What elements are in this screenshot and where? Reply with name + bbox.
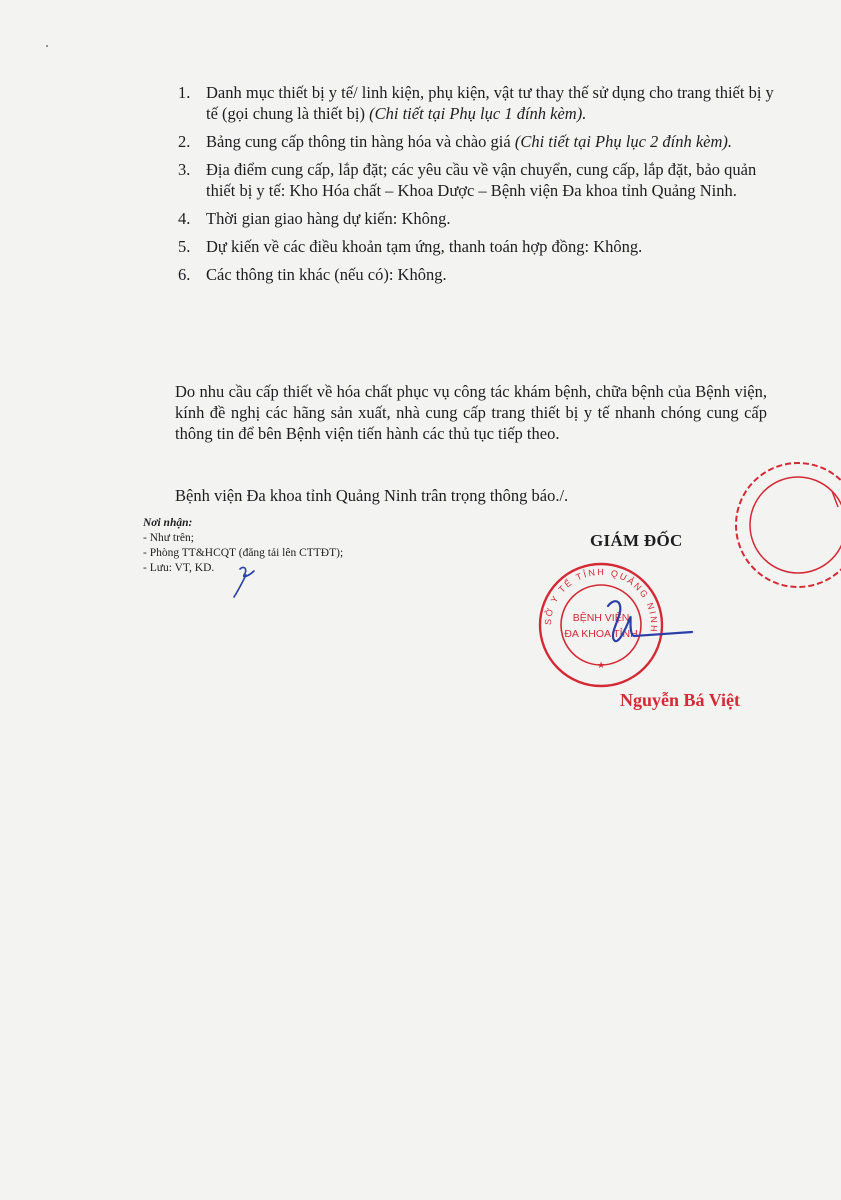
list-text: Bảng cung cấp thông tin hàng hóa và chào giá [206,132,515,151]
list-number: 4. [178,209,191,228]
request-paragraph: Do nhu cầu cấp thiết về hóa chất phục vụ công tác khám bệnh, chữa bệnh của Bệnh viện, kính đề nghị các hãng sản xuất, nhà cung cấp trang thiết bị y tế nhanh chóng cung cấp thông tin để bên Bệnh viện tiến hành các thủ tục tiếp theo. [175,382,767,443]
list-number: 6. [178,265,191,284]
stamp-center-line2: ĐA KHOA TỈNH [564,628,638,640]
recipient-line: - Phòng TT&HCQT (đăng tải lên CTTĐT); [143,547,344,559]
list-number: 5. [178,237,191,256]
list-text: Địa điểm cung cấp, lắp đặt; các yêu cầu về vận chuyển, cung cấp, lắp đặt, bảo quản thiết bị y tế: Kho Hóa chất – Khoa Dược – Bệnh viện Đa khoa tỉnh Quảng Ninh. [206,160,757,200]
list-text: Danh mục thiết bị y tế/ linh kiện, phụ kiện, vật tư thay thế sử dụng cho trang thiết bị y tế (gọi chung là thiết bị) [206,83,774,123]
stamp-star-icon: ★ [596,661,606,671]
list-text: Dự kiến về các điều khoản tạm ứng, thanh toán hợp đồng: Không. [206,237,643,256]
list-item [178,159,778,201]
stamp-ring-text: SỞ Y TẾ TỈNH QUẢNG NINH [542,566,660,634]
list-item [178,131,778,152]
recipients-heading: Nơi nhận: [143,517,193,529]
list-item [178,236,778,257]
list-number: 3. [178,160,191,179]
scan-speck [46,45,48,47]
list-text: Thời gian giao hàng dự kiến: Không. [206,209,451,228]
list-number: 1. [178,83,191,102]
signer-title: GIÁM ĐỐC [590,531,683,550]
recipient-line: - Lưu: VT, KD. [143,562,215,574]
info-list [178,82,778,292]
list-item [178,264,778,285]
list-text-italic: (Chi tiết tại Phụ lục 2 đính kèm). [514,132,733,151]
list-text: Các thông tin khác (nếu có): Không. [206,265,447,284]
initial-signature-icon [228,563,268,599]
list-text-italic: (Chi tiết tại Phụ lục 1 đính kèm). [369,104,587,123]
recipient-line: - Như trên; [143,532,194,544]
list-item [178,82,778,124]
list-item [178,208,778,229]
director-signature-icon [600,588,695,650]
stamp-center-line1: BỆNH VIỆN [572,612,630,624]
list-number: 2. [178,132,191,151]
signer-name: Nguyễn Bá Việt [620,690,741,710]
closing-line: Bệnh viện Đa khoa tỉnh Quảng Ninh trân trọng thông báo./. [175,486,569,505]
partial-stamp-icon [728,455,841,595]
